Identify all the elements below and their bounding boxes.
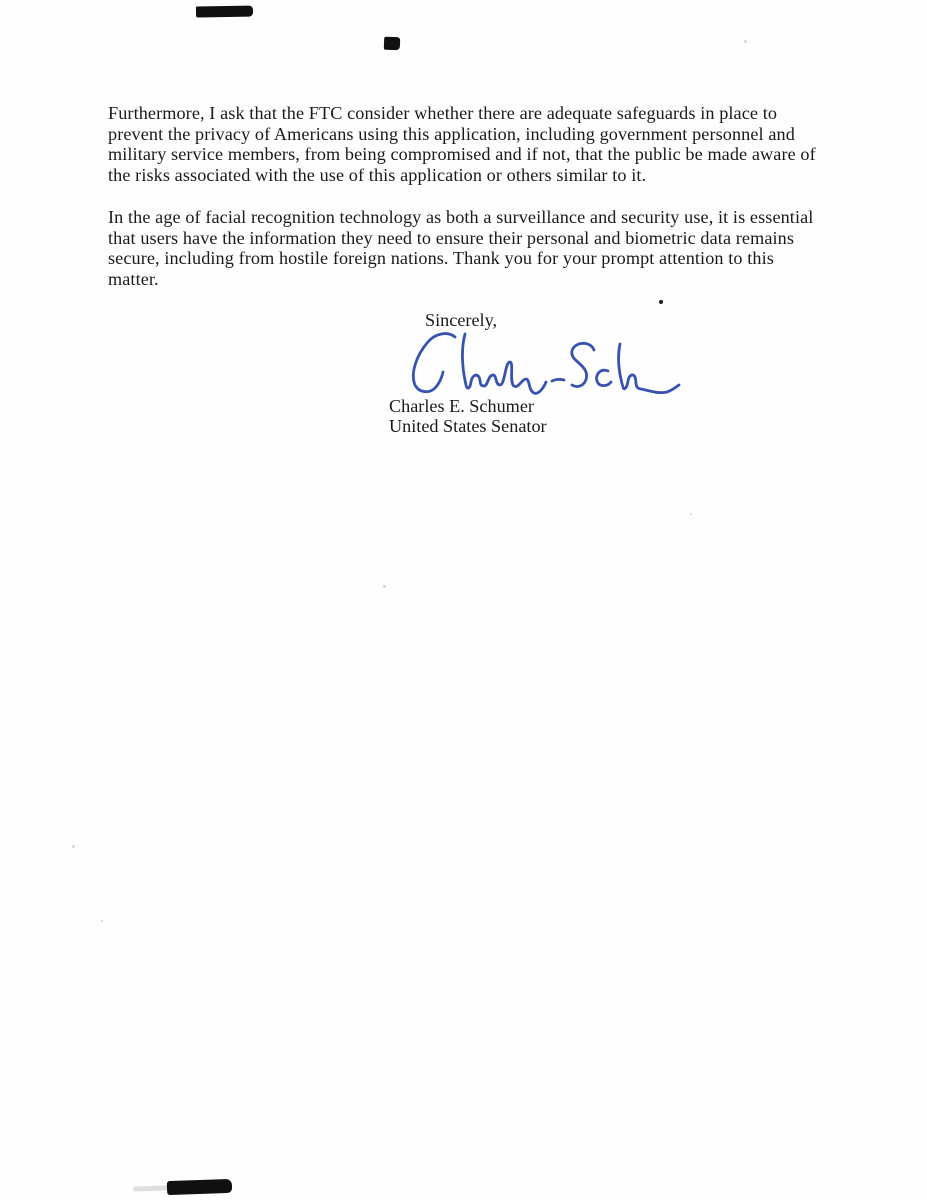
scan-mark-bottom-left xyxy=(167,1179,232,1195)
text-line: military service members, from being compromised and if not, that the public be made aware of xyxy=(108,144,816,165)
scan-speck xyxy=(72,845,75,848)
text-line: secure, including from hostile foreign nations. Thank you for your prompt attention to this xyxy=(108,248,774,269)
closing-salutation: Sincerely, xyxy=(425,310,498,330)
scan-speck xyxy=(744,40,747,43)
scan-mark-top-small xyxy=(384,37,400,51)
scan-speck xyxy=(690,513,692,515)
scan-speck xyxy=(383,585,386,588)
signature-block xyxy=(389,396,547,437)
scan-mark-top-left xyxy=(196,6,253,18)
text-line: Furthermore, I ask that the FTC consider whether there are adequate safeguards in place to xyxy=(108,103,778,123)
text-line: that users have the information they need to ensure their personal and biometric data remains xyxy=(108,227,795,248)
ink-dot xyxy=(659,300,663,304)
signer-title: United States Senator xyxy=(389,416,547,437)
signer-name: Charles E. Schumer xyxy=(389,396,534,416)
signature-handwriting xyxy=(402,330,682,398)
text-line: the risks associated with the use of this application or others similar to it. xyxy=(108,164,647,185)
scan-speck xyxy=(101,920,103,922)
paragraph-2 xyxy=(108,207,828,289)
text-line: In the age of facial recognition technology as both a surveillance and security use, it is essential xyxy=(108,207,814,227)
text-line: prevent the privacy of Americans using this application, including government personnel and xyxy=(108,123,795,144)
text-line: matter. xyxy=(108,268,159,289)
signature-stroke-group xyxy=(413,334,679,394)
scan-streak-bottom xyxy=(133,1185,169,1191)
paragraph-1 xyxy=(108,103,828,185)
